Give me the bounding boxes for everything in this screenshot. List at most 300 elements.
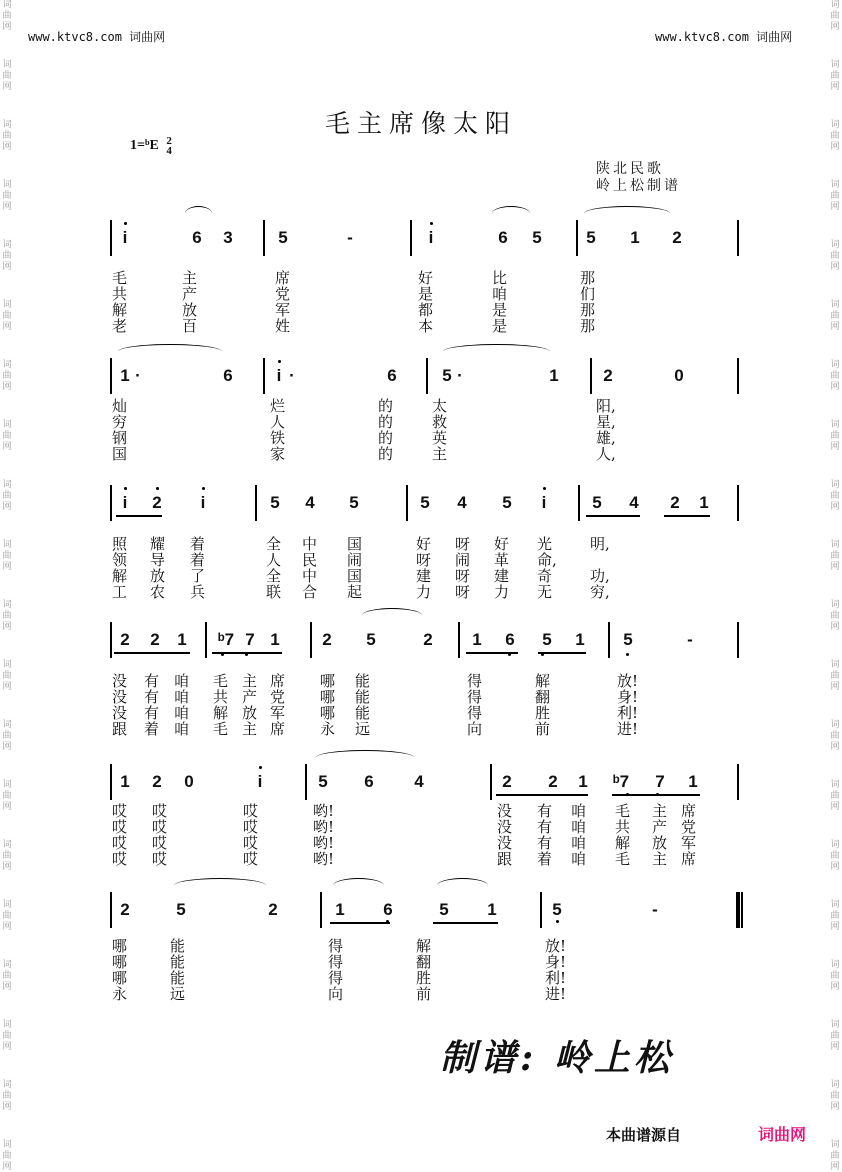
lyric-char: 放 [242, 704, 258, 722]
note: 2 [120, 630, 130, 649]
side-watermark-char: 曲 [830, 371, 840, 381]
low-octave-dot [221, 653, 224, 656]
side-watermark-char: 曲 [830, 851, 840, 861]
lyric-char: 农 [150, 583, 166, 601]
side-watermark-char: 词 [830, 0, 840, 10]
side-watermark-char: 网 [2, 1102, 12, 1112]
side-watermark-char: 曲 [2, 251, 12, 261]
side-watermark-char: 词 [2, 0, 12, 10]
lyric-char: 人 [270, 413, 286, 431]
lyric-char: 那 [580, 317, 596, 335]
side-watermark-char: 网 [830, 502, 840, 512]
lyric-char: 咱 [571, 834, 587, 852]
side-watermark-char: 网 [2, 802, 12, 812]
lyric-char: 咱 [174, 672, 190, 690]
lyric-char: 雄, [596, 429, 616, 447]
note: i [122, 228, 128, 247]
side-watermark-char: 词 [2, 1140, 12, 1150]
note: 5 [592, 493, 602, 512]
lyric-char: 呀 [455, 535, 471, 553]
side-watermark-char: 词 [830, 1020, 840, 1030]
note: 1 [120, 772, 130, 791]
lyric-char: 兵 [190, 583, 206, 601]
lyric-char: 没 [112, 672, 128, 690]
lyric-char: 太 [432, 397, 448, 415]
side-watermark-char: 网 [830, 862, 840, 872]
note: i [428, 228, 434, 247]
lyric-char: 哪 [320, 688, 336, 706]
signature: 制谱: 岭上松 [440, 1037, 674, 1079]
side-watermark-char: 曲 [2, 371, 12, 381]
note: 1 [335, 900, 345, 919]
lyric-char: 钢 [112, 429, 128, 447]
lyric-char: 放! [617, 672, 639, 690]
lyric-char: 力 [416, 583, 432, 601]
barline [578, 485, 580, 521]
lyric-char: 党 [275, 285, 291, 303]
note: 6 [505, 630, 515, 649]
lyric-char: 产 [182, 285, 198, 303]
lyric-char: 灿 [112, 397, 128, 415]
lyric-char: 哎 [112, 802, 128, 820]
lyric-char: 哎 [152, 802, 168, 820]
low-octave-dot [508, 653, 511, 656]
note: 2 [423, 630, 433, 649]
lyric-char: 主 [652, 802, 668, 820]
lyric-char: 共 [112, 285, 128, 303]
barline [110, 358, 112, 394]
lyric-char: 了 [190, 567, 206, 585]
lyric-char: 能 [170, 937, 186, 955]
note: 1 [630, 228, 640, 247]
side-watermark-char: 词 [830, 960, 840, 970]
lyric-char: 无 [537, 583, 553, 601]
side-watermark-char: 曲 [830, 1091, 840, 1101]
side-watermark-char: 网 [2, 622, 12, 632]
side-watermark-char: 曲 [2, 191, 12, 201]
lyric-char: 得 [467, 704, 483, 722]
tie-slur [174, 878, 266, 893]
lyric-char: 胜 [416, 969, 432, 987]
side-watermark-char: 曲 [2, 71, 12, 81]
lyric-char: 毛 [615, 850, 631, 868]
barline [110, 622, 112, 658]
side-watermark-char: 网 [830, 322, 840, 332]
lyric-char: 人 [266, 551, 282, 569]
lyric-char: 联 [266, 583, 282, 601]
note: 5 [176, 900, 186, 919]
beam-underline [114, 652, 190, 654]
side-watermark-char: 网 [2, 562, 12, 572]
lyric-char: 奇 [537, 567, 553, 585]
low-octave-dot [626, 653, 629, 656]
low-octave-dot [386, 920, 389, 923]
side-watermark-char: 曲 [830, 791, 840, 801]
lyric-char: 着 [190, 535, 206, 553]
side-watermark-char: 词 [830, 480, 840, 490]
note: i [541, 493, 547, 512]
lyric-char: 哎 [243, 802, 259, 820]
side-watermark-char: 曲 [2, 791, 12, 801]
note: · [135, 366, 141, 385]
note: i [276, 366, 282, 385]
lyric-char: 有 [537, 802, 553, 820]
high-octave-dot [278, 360, 281, 363]
low-octave-dot [245, 653, 248, 656]
footer-source: 本曲谱源自 [606, 1126, 682, 1144]
note: 2 [670, 493, 680, 512]
side-watermark-char: 网 [2, 982, 12, 992]
side-watermark-char: 词 [830, 240, 840, 250]
side-watermark-char: 曲 [830, 491, 840, 501]
lyric-char: 胜 [535, 704, 551, 722]
lyric-char: 能 [170, 953, 186, 971]
lyric-char: 功, [590, 567, 610, 585]
lyric-char: 救 [432, 413, 448, 431]
lyric-char: 哎 [112, 818, 128, 836]
lyric-char: 利! [545, 969, 567, 987]
side-watermark-char: 词 [2, 780, 12, 790]
side-watermark-char: 曲 [830, 731, 840, 741]
lyric-char: 解 [535, 672, 551, 690]
side-watermark-char: 曲 [830, 131, 840, 141]
note: 5 [420, 493, 430, 512]
side-watermark-char: 曲 [2, 11, 12, 21]
lyric-char: 烂 [270, 397, 286, 415]
lyric-char: 共 [615, 818, 631, 836]
barline [110, 220, 112, 256]
side-watermark-char: 曲 [830, 1031, 840, 1041]
beam-underline [538, 652, 586, 654]
lyric-char: 远 [170, 985, 186, 1003]
lyric-char: 解 [213, 704, 229, 722]
note: 2 [672, 228, 682, 247]
note: 2 [322, 630, 332, 649]
barline [540, 892, 542, 928]
lyric-char: 没 [497, 818, 513, 836]
note: 5 [349, 493, 359, 512]
lyric-char: 呀 [455, 567, 471, 585]
barline [110, 892, 112, 928]
side-watermark-char: 词 [830, 300, 840, 310]
side-watermark-right [828, 0, 842, 1171]
side-watermark-char: 词 [830, 660, 840, 670]
side-watermark-char: 曲 [830, 251, 840, 261]
lyric-char: 军 [681, 834, 697, 852]
lyric-char: 铁 [270, 429, 286, 447]
lyric-char: 席 [681, 802, 697, 820]
lyric-char: 的 [378, 413, 394, 431]
note: 5 [532, 228, 542, 247]
lyric-char: 是 [492, 301, 508, 319]
note: 5 [542, 630, 552, 649]
lyric-char: 工 [112, 583, 128, 601]
note: 1 [487, 900, 497, 919]
side-watermark-char: 曲 [2, 1151, 12, 1161]
lyric-char: 有 [537, 834, 553, 852]
barline [741, 892, 743, 928]
lyric-char: 没 [497, 834, 513, 852]
lyric-char: 身! [617, 688, 639, 706]
lyric-char: 革 [494, 551, 510, 569]
lyric-char: 们 [580, 285, 596, 303]
lyric-char: 哟! [313, 818, 335, 836]
note: 5 [502, 493, 512, 512]
note: 5 [586, 228, 596, 247]
lyric-char: 解 [416, 937, 432, 955]
time-signature [166, 136, 172, 156]
note: 6 [192, 228, 202, 247]
note: 2 [502, 772, 512, 791]
lyric-char: 咱 [174, 704, 190, 722]
note: 3 [223, 228, 233, 247]
lyric-char: 能 [355, 672, 371, 690]
lyric-char: 有 [537, 818, 553, 836]
lyric-char: 那 [580, 269, 596, 287]
lyric-char: 前 [416, 985, 432, 1003]
note: - [687, 630, 693, 649]
lyric-char: 家 [270, 445, 286, 463]
note: 5 [270, 493, 280, 512]
lyric-char: 没 [112, 688, 128, 706]
side-watermark-char: 网 [830, 82, 840, 92]
lyric-char: 主 [432, 445, 448, 463]
footer-brand[interactable]: 词曲网 [758, 1125, 807, 1144]
note: 4 [305, 493, 315, 512]
side-watermark-char: 曲 [2, 971, 12, 981]
lyric-char: 咱 [174, 688, 190, 706]
lyric-char: 得 [467, 672, 483, 690]
lyric-char: 好 [418, 269, 434, 287]
lyric-char: 都 [418, 301, 434, 319]
lyric-char: 领 [112, 551, 128, 569]
barline [458, 622, 460, 658]
lyric-char: 有 [144, 704, 160, 722]
side-watermark-char: 网 [2, 442, 12, 452]
side-watermark-char: 词 [830, 720, 840, 730]
side-watermark-char: 网 [830, 202, 840, 212]
side-watermark-char: 曲 [830, 191, 840, 201]
lyric-char: 穷, [590, 583, 610, 601]
lyric-char: 呀 [455, 583, 471, 601]
side-watermark-char: 词 [2, 540, 12, 550]
barline [737, 764, 739, 800]
lyric-char: 本 [418, 317, 434, 335]
barline [255, 485, 257, 521]
note: - [652, 900, 658, 919]
beam-underline [496, 794, 588, 796]
side-watermark-char: 词 [2, 180, 12, 190]
lyric-char: 有 [144, 688, 160, 706]
beam-underline [433, 922, 498, 924]
note: 2 [152, 493, 162, 512]
note: 2 [152, 772, 162, 791]
barline [737, 220, 739, 256]
lyric-char: 解 [112, 567, 128, 585]
side-watermark-char: 词 [830, 420, 840, 430]
side-watermark-char: 曲 [830, 911, 840, 921]
lyric-char: 哪 [112, 953, 128, 971]
note: 2 [548, 772, 558, 791]
note: 5 [366, 630, 376, 649]
beam-underline [116, 515, 162, 517]
lyric-char: 姓 [275, 317, 291, 335]
tie-slur [437, 878, 488, 893]
lyric-char: 哎 [152, 834, 168, 852]
side-watermark-char: 网 [830, 262, 840, 272]
lyric-char: 民 [302, 551, 318, 569]
side-watermark-char: 网 [830, 562, 840, 572]
lyric-char: 哎 [152, 818, 168, 836]
side-watermark-char: 曲 [2, 551, 12, 561]
side-watermark-char: 网 [830, 742, 840, 752]
lyric-char: 解 [112, 301, 128, 319]
lyric-char: 能 [355, 688, 371, 706]
note: ᵇ7 [218, 630, 235, 649]
note: i [257, 772, 263, 791]
note: 1 [575, 630, 585, 649]
final-barline [736, 892, 740, 928]
lyric-char: 永 [320, 720, 336, 738]
lyric-char: 得 [328, 937, 344, 955]
side-watermark-char: 网 [830, 1102, 840, 1112]
lyric-char: 没 [497, 802, 513, 820]
side-watermark-char: 词 [830, 540, 840, 550]
side-watermark-char: 词 [2, 600, 12, 610]
side-watermark-char: 词 [2, 60, 12, 70]
side-watermark-char: 曲 [2, 491, 12, 501]
lyric-char: 英 [432, 429, 448, 447]
lyric-char: 席 [275, 269, 291, 287]
site-header-right[interactable]: www.ktvc8.com 词曲网 [655, 30, 793, 44]
lyric-char: 党 [270, 688, 286, 706]
lyric-char: 咱 [571, 818, 587, 836]
lyric-char: 哪 [112, 969, 128, 987]
note: 2 [268, 900, 278, 919]
barline [263, 220, 265, 256]
side-watermark-char: 网 [830, 442, 840, 452]
tie-slur [333, 878, 384, 893]
side-watermark-char: 网 [830, 1042, 840, 1052]
side-watermark-char: 网 [830, 982, 840, 992]
barline [590, 358, 592, 394]
barline [110, 764, 112, 800]
barline [205, 622, 207, 658]
side-watermark-char: 词 [2, 840, 12, 850]
note: 7 [655, 772, 665, 791]
side-watermark-char: 词 [830, 180, 840, 190]
note: 5 [439, 900, 449, 919]
lyric-char: 着 [190, 551, 206, 569]
lyric-char: 好 [494, 535, 510, 553]
song-title: 毛主席像太阳 [324, 109, 517, 138]
lyric-char: 耀 [150, 535, 166, 553]
note: i [122, 493, 128, 512]
note: · [289, 366, 295, 385]
lyric-char: 咱 [174, 720, 190, 738]
side-watermark-char: 词 [830, 1080, 840, 1090]
side-watermark-char: 词 [2, 360, 12, 370]
note: 6 [498, 228, 508, 247]
side-watermark-char: 曲 [830, 551, 840, 561]
lyric-char: 翻 [416, 953, 432, 971]
barline [406, 485, 408, 521]
high-octave-dot [124, 222, 127, 225]
lyric-char: 哎 [243, 834, 259, 852]
note: 1 [578, 772, 588, 791]
site-header-left[interactable]: www.ktvc8.com 词曲网 [28, 30, 166, 44]
note: 5 [278, 228, 288, 247]
high-octave-dot [156, 487, 159, 490]
lyric-char: 哎 [152, 850, 168, 868]
lyric-char: 跟 [497, 850, 513, 868]
high-octave-dot [202, 487, 205, 490]
lyric-char: 人, [596, 445, 616, 463]
side-watermark-char: 网 [2, 862, 12, 872]
time-sig-top: 2 [166, 135, 172, 147]
key-label: 1=ᵇE [130, 138, 159, 154]
side-watermark-char: 曲 [2, 311, 12, 321]
side-watermark-char: 曲 [830, 71, 840, 81]
lyric-char: 向 [467, 720, 483, 738]
side-watermark-char: 词 [830, 60, 840, 70]
lyric-char: 比 [492, 269, 508, 287]
lyric-char: 的 [378, 429, 394, 447]
lyric-char: 得 [328, 953, 344, 971]
barline [110, 485, 112, 521]
lyric-char: 前 [535, 720, 551, 738]
side-watermark-char: 网 [830, 22, 840, 32]
low-octave-dot [626, 793, 629, 796]
lyric-char: 身! [545, 953, 567, 971]
side-watermark-char: 词 [2, 420, 12, 430]
lyric-char: 星, [596, 413, 616, 431]
side-watermark-char: 词 [2, 300, 12, 310]
note: 1 [688, 772, 698, 791]
lyric-char: 中 [302, 567, 318, 585]
note: 5 [552, 900, 562, 919]
lyric-char: 哎 [112, 834, 128, 852]
lyric-char: 毛 [213, 720, 229, 738]
lyric-char: 老 [112, 317, 128, 335]
lyric-char: 得 [467, 688, 483, 706]
side-watermark-char: 词 [830, 840, 840, 850]
note: 4 [457, 493, 467, 512]
side-watermark-char: 曲 [2, 731, 12, 741]
note: 0 [184, 772, 194, 791]
side-watermark-char: 曲 [2, 671, 12, 681]
side-watermark-char: 网 [2, 922, 12, 932]
tie-slur [584, 206, 670, 221]
side-watermark-char: 词 [830, 360, 840, 370]
side-watermark-char: 词 [830, 1140, 840, 1150]
side-watermark-char: 网 [2, 682, 12, 692]
lyric-char: 哎 [112, 850, 128, 868]
lyric-char: 主 [182, 269, 198, 287]
lyric-char: 的 [378, 397, 394, 415]
side-watermark-char: 曲 [2, 131, 12, 141]
side-watermark-char: 网 [2, 1042, 12, 1052]
key-signature [130, 136, 172, 156]
barline [426, 358, 428, 394]
lyric-char: 放 [150, 567, 166, 585]
lyric-char: 着 [144, 720, 160, 738]
barline [410, 220, 412, 256]
genre-credit: 陕北民歌 [596, 161, 664, 177]
note: 1 [699, 493, 709, 512]
lyric-char: 照 [112, 535, 128, 553]
barline [737, 622, 739, 658]
